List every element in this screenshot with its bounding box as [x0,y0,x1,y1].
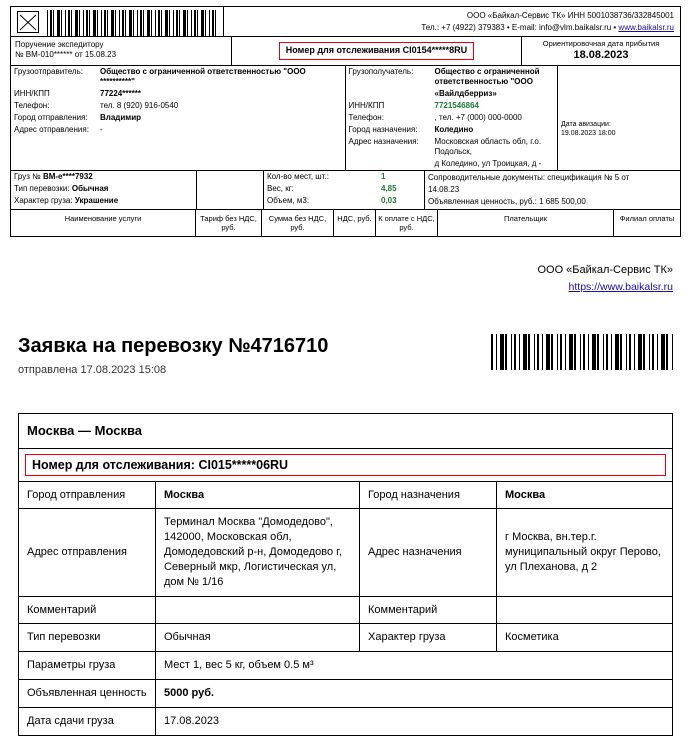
cargo-type-line [11,183,196,195]
consignee-inn-line [346,100,558,112]
waybill-logo-barcode [11,7,224,36]
table-row-delivery-date [19,708,672,735]
cargo-number-label: Груз № [14,172,41,182]
consignee-address-value-2: д Коледино, ул Троицкая, д - [434,159,542,169]
cargo-docs-block [425,171,680,209]
company-contact-info [224,7,680,36]
cargo-places-line [264,171,424,183]
cargo-id-block [11,171,197,209]
consignee-title-value-2: «Вайлдберриз» [434,89,497,99]
cargo-declared-value: Объявленная ценность, руб.: 1 685 500,00 [428,197,586,207]
declared-value-label: Объявленная ценность [19,680,156,707]
order-barcode-icon [491,334,673,370]
order-details-table [18,413,673,736]
avization-value: 19.08.2023 18:00 [561,130,616,138]
tariff-header-row [11,210,680,236]
cargo-weight-line [264,183,424,195]
shipper-phone-line [11,100,345,112]
signoff-website-link[interactable]: https://www.baikalsr.ru [568,280,673,293]
cargo-docs-line-2: 14.08.23 [428,185,460,195]
table-row-addresses [19,509,672,596]
forwarder-order-label: Поручение экспедитору [15,40,104,49]
consignee-inn-value: 7721546864 [434,101,479,111]
comment-label-left: Комментарий [19,597,156,624]
consignee-address-value: Московская область обл, г.о. Подольск, [434,137,542,157]
arrival-date-label: Ориентировочная дата прибытия [542,39,660,48]
cargo-nature-label: Характер груза: [14,196,73,206]
arrival-date-value: 18.08.2023 [573,49,629,62]
cargo-weight-label: Вес, кг: [267,184,294,194]
waybill-order-row [11,37,680,66]
tracking-label: Номер для отслеживания [285,45,401,56]
consignee-phone-line [346,112,558,124]
declared-value-value: 5000 руб. [164,687,215,700]
cargo-row [11,171,680,210]
cargo-volume-line [264,195,424,207]
consignee-city-line [346,124,558,136]
consignee-title-line-2 [346,88,558,100]
col-sum: Сумма без НДС, руб. [262,210,334,236]
avization-block [557,66,680,170]
consignee-city-label: Город назначения: [348,125,418,135]
shipper-address-value: - [100,125,103,135]
destination-address-value: г Москва, вн.тер.г. муниципальный округ Перово, ул Плеханова, д 2 [505,531,661,573]
consignee-address-line-2 [346,158,558,170]
forwarder-order-block [11,37,232,65]
table-row-comments [19,597,672,625]
shipper-city-line [11,112,345,124]
avization-label: Дата авизации: [561,121,611,129]
cargo-type-value: Обычная [71,184,109,194]
table-row-tracking [19,449,672,482]
cargo-params-label: Параметры груза [19,652,156,679]
cargo-nature-value-order: Косметика [505,631,559,644]
table-row-route [19,414,672,449]
departure-city-value: Москва [156,482,360,509]
consignee-inn-label: ИНН/КПП [348,101,385,111]
cargo-places-value: 1 [381,172,386,182]
cargo-number-line [11,171,196,183]
waybill-tracking-cell [232,37,522,65]
consignee-title-line [346,66,558,88]
route-value: Москва — Москва [27,423,142,438]
shipper-address-label: Адрес отправления: [14,125,89,135]
departure-city-label: Город отправления [19,482,156,509]
company-name-inn: ООО «Байкал-Сервис ТК» ИНН 5001038736/332845001 [466,11,674,20]
comment-value-right [497,597,672,624]
shipper-inn-line [11,88,345,100]
transport-type-label: Тип перевозки [19,624,156,651]
arrival-date-block [522,37,680,65]
destination-city-value: Москва [505,488,546,501]
cargo-number-value: ВМ-е****7932 [42,172,93,182]
col-payer: Плательщик [438,210,614,236]
shipper-inn-value: 77224****** [100,89,141,99]
col-tariff: Тариф без НДС, руб. [196,210,262,236]
destination-address-label: Адрес назначения [360,509,497,595]
consignee-block [346,66,681,170]
waybill-barcode-icon [45,7,223,36]
order-tracking-highlight [25,454,666,476]
consignee-address-line [346,136,558,158]
consignee-phone-value: , тел. +7 (000) 000-0000 [434,113,522,123]
company-contacts: Тел.: +7 (4922) 379383 • E-mail: info@vlm.baikalsr.ru • www.baikalsr.ru [421,23,674,32]
tracking-number: CI0154*****8RU [402,45,468,56]
signoff-company-name: ООО «Байкал-Сервис ТК» [537,264,673,276]
shipper-block [11,66,346,170]
comment-value-left [156,597,360,624]
col-vat: НДС, руб. [334,210,376,236]
forwarder-order-number: № ВМ-010****** от 15.08.23 [15,50,117,59]
comment-label-right: Комментарий [360,597,497,624]
table-row-cities [19,482,672,510]
company-signoff [537,262,673,295]
shipper-city-value: Владимир [100,113,142,123]
table-row-transport-type [19,624,672,652]
consignee-title-value: Общество с ограниченной ответственностью "ООО [434,67,540,87]
company-website-link[interactable]: www.baikalsr.ru [618,23,674,32]
cargo-type-label: Тип перевозки: [14,184,70,194]
page-title: Заявка на перевозку №4716710 [18,335,329,357]
waybill-block [10,6,681,237]
cargo-blank-cell [197,171,264,209]
col-payable: К оплате с НДС, руб. [376,210,438,236]
cargo-params-value: Мест 1, вес 5 кг, объем 0.5 м³ [164,659,314,672]
cargo-docs-line-1: Сопроводительные документы: спецификация № 5 от [428,173,630,183]
table-row-declared-value [19,680,672,708]
consignee-address-label: Адрес назначения: [348,137,419,147]
cargo-measures-block [264,171,425,209]
shipper-inn-label: ИНН/КПП [14,89,50,99]
cargo-places-label: Кол-во мест, шт.: [267,172,329,182]
shipper-title-label: Грузоотправитель: [14,67,83,77]
order-sent-timestamp: отправлена 17.08.2023 15:08 [18,364,167,376]
company-logo-icon [11,7,45,36]
cargo-weight-value: 4,85 [381,184,397,194]
col-branch: Филиал оплаты [619,214,675,224]
consignee-phone-label: Телефон: [348,113,384,123]
order-tracking-label: Номер для отслеживания: [32,457,195,472]
transport-type-value: Обычная [156,624,360,651]
table-row-cargo-params [19,652,672,680]
consignee-title-label: Грузополучатель: [348,67,414,77]
shipper-title-line [11,66,345,88]
shipper-title-value: Общество с ограниченной ответственностью "ООО **********" [100,67,306,87]
delivery-date-value: 17.08.2023 [164,714,220,727]
departure-address-label: Адрес отправления [19,509,156,595]
destination-city-label: Город назначения [360,482,497,509]
cargo-nature-value: Украшение [74,196,119,206]
parties-row [11,66,680,171]
shipper-city-label: Город отправления: [14,113,88,123]
tracking-number-highlight [279,42,474,59]
cargo-volume-value: 0,03 [381,196,397,206]
waybill-header-row [11,7,680,37]
departure-address-value: Терминал Москва "Домодедово", 142000, Московская обл, Домодедовский р-н, Домодедово г, Северный мкр, Логистическая ул, дом № 1/16 [156,509,360,595]
shipper-phone-value: тел. 8 (920) 916-0540 [100,101,179,111]
cargo-volume-label: Объем, м3: [267,196,310,206]
cargo-nature-line [11,195,196,207]
consignee-city-value: Коледино [434,125,474,135]
delivery-date-label: Дата сдачи груза [19,708,156,735]
order-tracking-value: CI015*****06RU [198,457,289,472]
shipper-phone-label: Телефон: [14,101,50,111]
cargo-nature-label-order: Характер груза [360,624,497,651]
shipper-address-line [11,124,345,136]
col-service-name: Наименование услуги [11,210,196,236]
